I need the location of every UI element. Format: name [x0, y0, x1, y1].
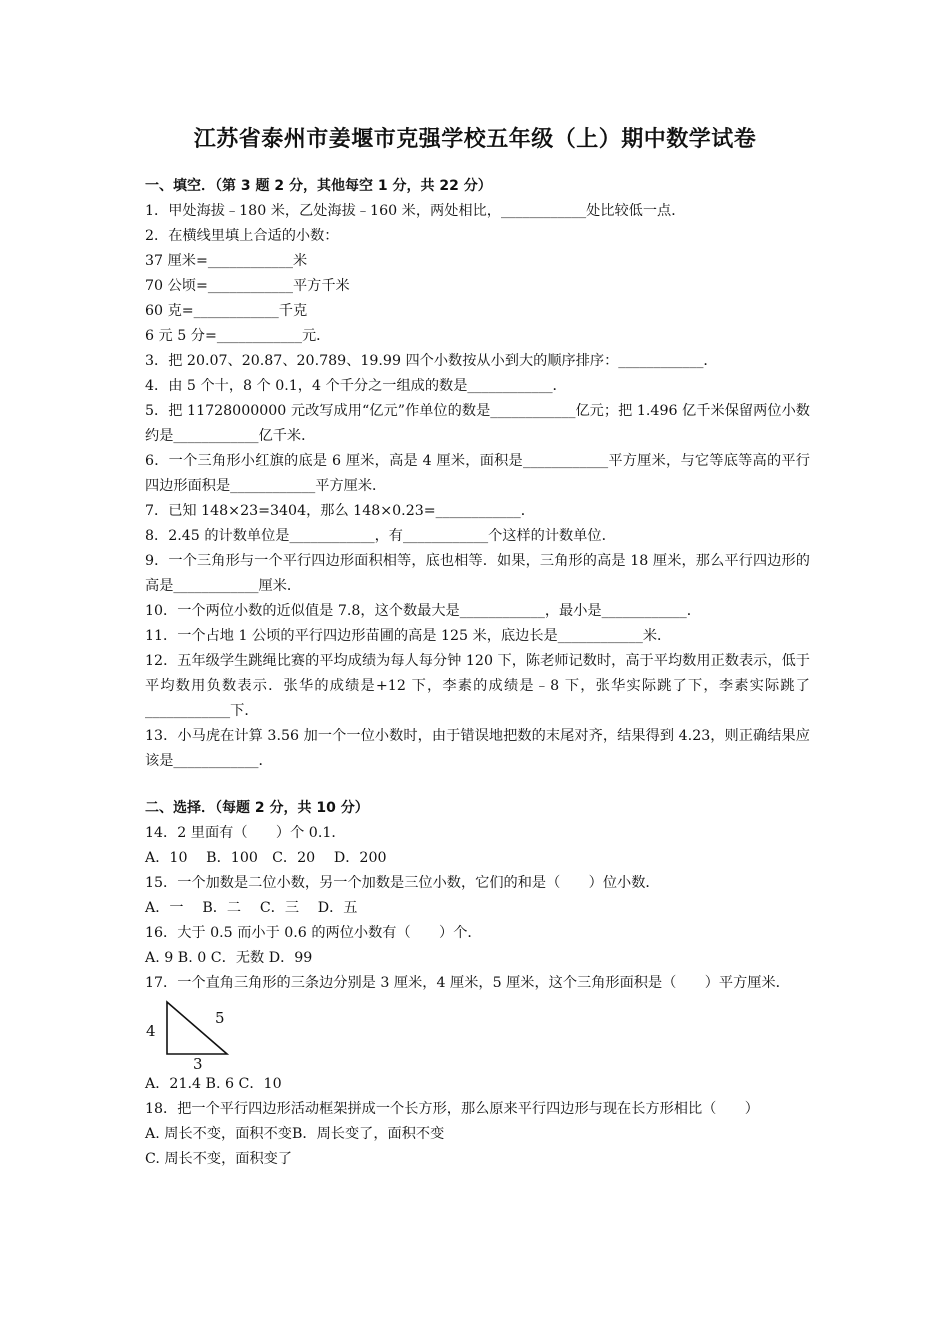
- question-2b: 70 公顷=____________平方千米: [145, 278, 350, 294]
- exam-content: [145, 174, 810, 1172]
- question-14-options: A．10 B．100 C．20 D．200: [145, 850, 387, 866]
- question-17-options: A．21.4 B. 6 C．10: [145, 1076, 282, 1092]
- question-2: 2．在横线里填上合适的小数：: [145, 228, 339, 244]
- question-18: 18．把一个平行四边形活动框架拼成一个长方形，那么原来平行四边形与现在长方形相比（ ）: [145, 1101, 759, 1117]
- right-triangle-figure: [145, 996, 245, 1072]
- question-15: 15．一个加数是二位小数，另一个加数是三位小数，它们的和是（ ）位小数．: [145, 875, 660, 891]
- question-17: 17．一个直角三角形的三条边分别是 3 厘米，4 厘米，5 厘米，这个三角形面积是（ ）平方厘米．: [145, 975, 790, 991]
- section-2-heading: 二、选择．（每题 2 分，共 10 分）: [145, 800, 369, 816]
- question-16: 16．大于 0.5 而小于 0.6 的两位小数有（ ）个．: [145, 925, 482, 941]
- question-12: 12．五年级学生跳绳比赛的平均成绩为每人每分钟 120 下，陈老师记数时，高于平均数用正数表示，低于平均数用负数表示．张华的成绩是+12 下，李素的成绩是﹣8 下，张华实际跳了下，李素实际跳了____________下．: [145, 653, 810, 719]
- question-18-options-c: C. 周长不变，面积变了: [145, 1151, 293, 1167]
- question-2d: 6 元 5 分=____________元．: [145, 328, 331, 344]
- question-1: 1．甲处海拔﹣180 米，乙处海拔﹣160 米，两处相比，____________处比较低一点．: [145, 203, 686, 219]
- question-9: 9．一个三角形与一个平行四边形面积相等，底也相等．如果，三角形的高是 18 厘米，那么平行四边形的高是____________厘米．: [145, 553, 810, 594]
- section-gap: [145, 774, 810, 796]
- question-7: 7．已知 148×23=3404，那么 148×0.23=____________．: [145, 503, 535, 519]
- question-6: 6．一个三角形小红旗的底是 6 厘米，高是 4 厘米，面积是____________平方厘米，与它等底等高的平行四边形面积是____________平方厘米．: [145, 453, 810, 494]
- section-1-heading: 一、填空．（第 3 题 2 分，其他每空 1 分，共 22 分）: [145, 178, 492, 194]
- question-2a: 37 厘米=____________米: [145, 253, 308, 269]
- question-13: 13．小马虎在计算 3.56 加一个一位小数时，由于错误地把数的末尾对齐，结果得到 4.23，则正确结果应该是____________．: [145, 728, 810, 769]
- page-title: 江苏省泰州市姜堰市克强学校五年级（上）期中数学试卷: [193, 127, 757, 152]
- question-10: 10．一个两位小数的近似值是 7.8，这个数最大是____________，最小是____________．: [145, 603, 701, 619]
- question-8: 8．2.45 的计数单位是____________，有____________个这样的计数单位．: [145, 528, 616, 544]
- question-4: 4．由 5 个十，8 个 0.1，4 个千分之一组成的数是____________．: [145, 378, 567, 394]
- question-18-options-a: A. 周长不变，面积不变B．周长变了，面积不变: [145, 1126, 445, 1142]
- question-2c: 60 克=____________千克: [145, 303, 308, 319]
- question-5: 5．把 11728000000 元改写成用“亿元”作单位的数是____________亿元；把 1.496 亿千米保留两位小数约是____________亿千米．: [145, 403, 810, 444]
- side-label-left: 4: [146, 1022, 156, 1040]
- side-label-bottom: 3: [193, 1055, 203, 1073]
- question-3: 3．把 20.07、20.87、20.789、19.99 四个小数按从小到大的顺序排序：____________．: [145, 353, 718, 369]
- question-16-options: A. 9 B. 0 C．无数 D．99: [145, 950, 313, 966]
- side-label-hypotenuse: 5: [215, 1009, 225, 1027]
- question-15-options: A．一 B．二 C．三 D．五: [145, 900, 358, 916]
- question-14: 14．2 里面有（ ）个 0.1．: [145, 825, 346, 841]
- question-11: 11．一个占地 1 公顷的平行四边形苗圃的高是 125 米，底边长是____________米．: [145, 628, 672, 644]
